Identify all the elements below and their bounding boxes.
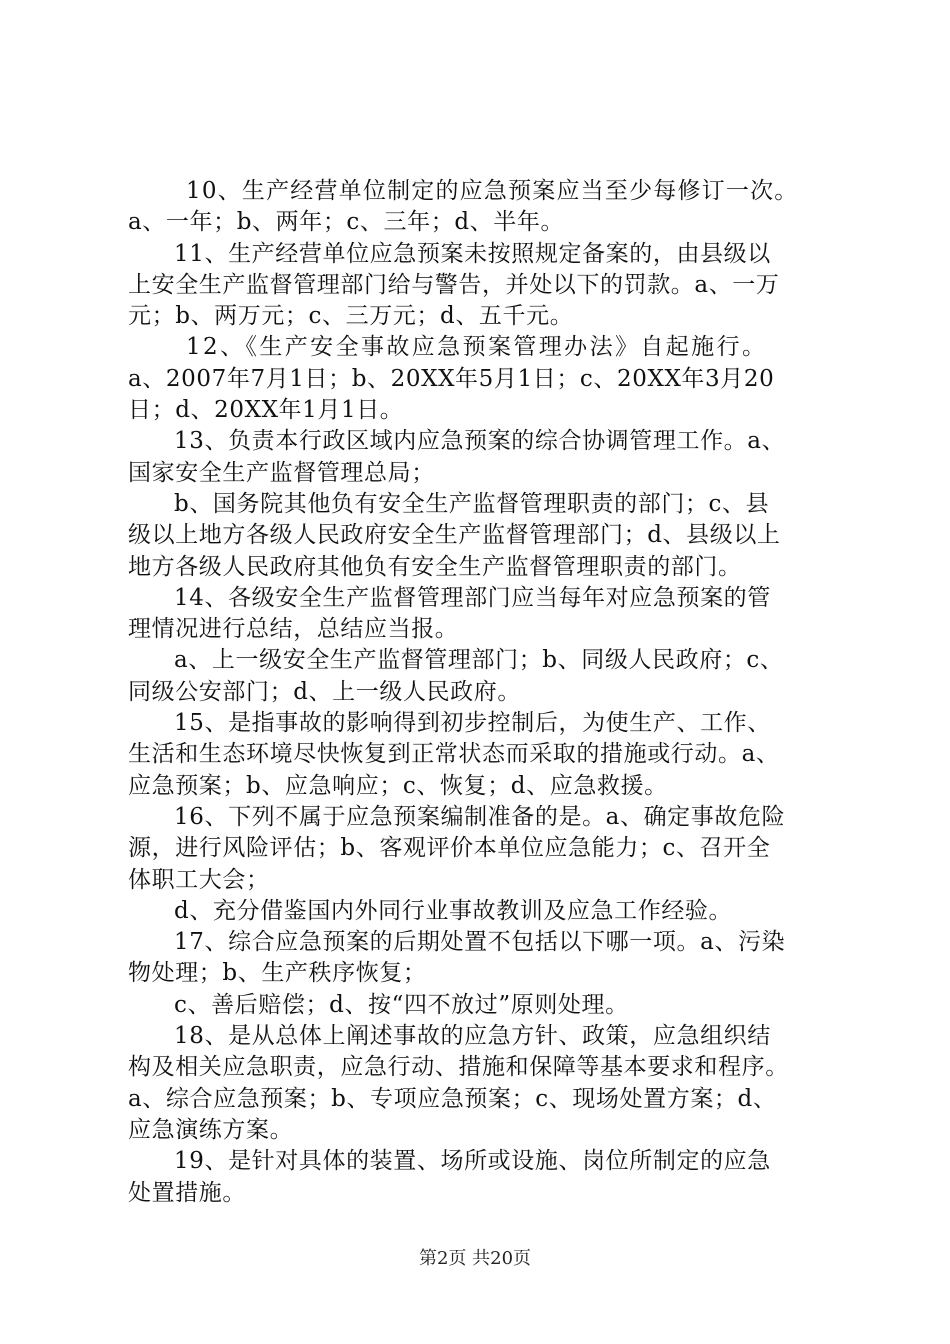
question-19-line-2: 处置措施。 bbox=[128, 1179, 246, 1206]
question-15-line-3: 应急预案；b、应急响应；c、恢复；d、应急救援。 bbox=[128, 772, 668, 799]
question-10-options: a、一年；b、两年；c、三年；d、半年。 bbox=[128, 209, 565, 236]
question-12-line-2: a、2007年7月1日；b、20XX年5月1日；c、20XX年3月20 bbox=[128, 365, 775, 392]
question-18-line-4: 应急演练方案。 bbox=[128, 1116, 294, 1143]
question-11-line-1: 11、生产经营单位应急预案未按照规定备案的，由县级以 bbox=[174, 240, 771, 267]
question-12-line-1: 12、《生产安全事故应急预案管理办法》自起施行。 bbox=[186, 334, 768, 361]
question-17-line-3: c、善后赔偿；d、按“四不放过”原则处理。 bbox=[174, 991, 629, 1018]
question-13-line-4: 级以上地方各级人民政府安全生产监督管理部门；d、县级以上 bbox=[128, 522, 781, 549]
question-17-line-1: 17、综合应急预案的后期处置不包括以下哪一项。a、污染 bbox=[174, 929, 786, 956]
question-16-line-3: 体职工大会； bbox=[128, 866, 270, 893]
question-18-line-3: a、综合应急预案；b、专项应急预案；c、现场处置方案；d、 bbox=[128, 1085, 777, 1112]
question-14-line-1: 14、各级安全生产监督管理部门应当每年对应急预案的管 bbox=[174, 584, 771, 611]
question-13-line-3: b、国务院其他负有安全生产监督管理职责的部门；c、县 bbox=[174, 490, 770, 517]
question-13-line-2: 国家安全生产监督管理总局； bbox=[128, 459, 435, 486]
question-16-line-2: 源，进行风险评估；b、客观评价本单位应急能力；c、召开全 bbox=[128, 835, 771, 862]
question-18-line-2: 构及相关应急职责，应急行动、措施和保障等基本要求和程序。 bbox=[128, 1054, 789, 1081]
question-16-line-1: 16、下列不属于应急预案编制准备的是。a、确定事故危险 bbox=[174, 803, 786, 830]
question-10-line-1: 10、生产经营单位制定的应急预案应当至少每修订一次。 bbox=[186, 178, 799, 204]
question-15-line-1: 15、是指事故的影响得到初步控制后，为使生产、工作、 bbox=[174, 710, 771, 737]
question-15-line-2: 生活和生态环境尽快恢复到正常状态而采取的措施或行动。a、 bbox=[128, 741, 780, 768]
document-body bbox=[128, 176, 848, 1209]
question-16-line-4: d、充分借鉴国内外同行业事故教训及应急工作经验。 bbox=[174, 897, 733, 924]
question-14-line-3: a、上一级安全生产监督管理部门；b、同级人民政府；c、 bbox=[174, 647, 784, 674]
question-11-line-3: 元；b、两万元；c、三万元；d、五千元。 bbox=[128, 303, 574, 330]
page-number-footer: 第2页 共20页 bbox=[418, 1248, 532, 1269]
question-11-line-2: 上安全生产监督管理部门给与警告，并处以下的罚款。a、一万 bbox=[128, 271, 780, 298]
question-17-line-2: 物处理；b、生产秩序恢复； bbox=[128, 960, 427, 987]
question-14-line-2: 理情况进行总结，总结应当报。 bbox=[128, 616, 459, 643]
question-13-line-1: 13、负责本行政区域内应急预案的综合协调管理工作。a、 bbox=[174, 428, 786, 455]
question-13-line-5: 地方各级人民政府其他负有安全生产监督管理职责的部门。 bbox=[128, 553, 742, 580]
question-19-line-1: 19、是针对具体的装置、场所或设施、岗位所制定的应急 bbox=[174, 1148, 771, 1175]
question-14-line-4: 同级公安部门；d、上一级人民政府。 bbox=[128, 678, 521, 705]
question-18-line-1: 18、是从总体上阐述事故的应急方针、政策，应急组织结 bbox=[174, 1023, 771, 1050]
question-12-line-3: 日；d、20XX年1月1日。 bbox=[128, 397, 404, 424]
